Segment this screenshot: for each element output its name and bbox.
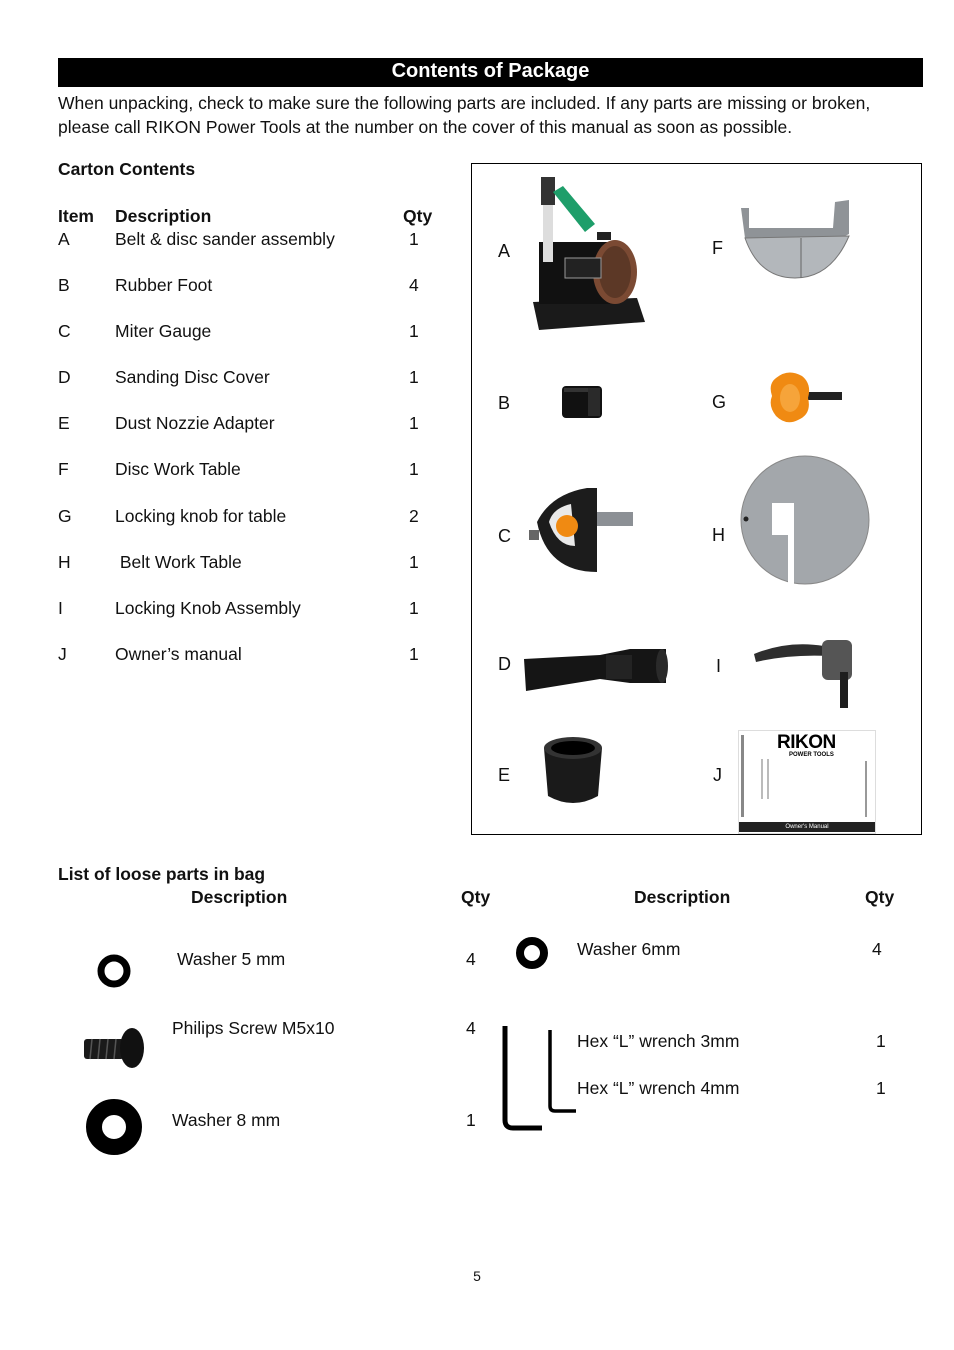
photo-label-c: C (498, 526, 511, 546)
washer-5mm-icon (96, 953, 132, 989)
locking-knob-illustration (766, 366, 846, 428)
loose-item-description: Washer 8 mm (172, 1110, 281, 1130)
manual-spine-text (741, 735, 744, 817)
table-row (58, 459, 448, 483)
item-qty: 1 (409, 644, 419, 664)
item-letter: E (58, 413, 70, 433)
washer-8mm-icon (86, 1099, 142, 1155)
loose-parts-heading: List of loose parts in bag (58, 864, 266, 884)
owners-manual-illustration (738, 730, 876, 834)
table-row (58, 552, 448, 576)
loose-item-description: Washer 5 mm (177, 949, 286, 969)
item-description: Belt & disc sander assembly (115, 229, 335, 249)
item-letter: F (58, 459, 69, 479)
item-description: Owner’s manual (115, 644, 242, 664)
photo-label-d: D (498, 654, 511, 674)
item-description: Locking Knob Assembly (115, 598, 301, 618)
page-number: 5 (473, 1268, 481, 1284)
item-description: Sanding Disc Cover (115, 367, 270, 387)
item-qty: 1 (409, 413, 419, 433)
sanding-disc-cover-illustration (520, 645, 672, 697)
table-row (58, 275, 448, 299)
page-title: Contents of Package (58, 58, 923, 87)
item-description: Miter Gauge (115, 321, 212, 341)
miter-gauge-illustration (527, 482, 635, 580)
photo-label-f: F (712, 238, 723, 258)
loose-desc-header-right: Description (634, 887, 731, 907)
table-row (58, 321, 448, 345)
carton-heading: Carton Contents (58, 159, 196, 179)
manual-text-line (761, 759, 763, 799)
item-description: Belt Work Table (115, 552, 242, 572)
item-description: Locking knob for table (115, 506, 287, 526)
locking-knob-assembly-illustration (748, 632, 858, 714)
loose-desc-header-left: Description (191, 887, 288, 907)
item-qty: 1 (409, 229, 419, 249)
table-row (58, 598, 448, 622)
item-qty: 1 (409, 367, 419, 387)
item-qty: 1 (409, 552, 419, 572)
photo-label-e: E (498, 765, 511, 785)
table-row (58, 229, 448, 253)
item-letter: C (58, 321, 71, 341)
loose-item-qty: 4 (466, 949, 476, 969)
item-letter: I (58, 598, 63, 618)
dust-nozzle-adapter-illustration (540, 734, 606, 810)
loose-qty-header-right: Qty (865, 887, 895, 907)
loose-item-qty: 1 (876, 1078, 886, 1098)
rubber-foot-illustration (558, 380, 608, 422)
manual-subbrand: POWER TOOLS (789, 752, 834, 758)
item-letter: G (58, 506, 72, 526)
hex-wrench-icon (498, 1022, 580, 1136)
disc-work-table-illustration (735, 198, 855, 283)
loose-item-description: Hex “L” wrench 3mm (577, 1031, 740, 1051)
item-letter: D (58, 367, 71, 387)
table-row (58, 413, 448, 437)
item-letter: H (58, 552, 71, 572)
item-qty: 2 (409, 506, 419, 526)
item-description: Disc Work Table (115, 459, 241, 479)
photo-label-i: I (716, 656, 722, 676)
loose-item-qty: 4 (466, 1018, 476, 1038)
intro-text: When unpacking, check to make sure the following parts are included. If any parts are missing or broken, please call RIKON Power Tools at the number on the cover of this manual as soon as possible. (58, 93, 871, 137)
item-letter: B (58, 275, 70, 295)
photo-label-b: B (498, 393, 511, 413)
item-qty: 1 (409, 598, 419, 618)
col-qty-header: Qty (403, 206, 433, 226)
photo-label-g: G (712, 392, 727, 412)
col-item-header: Item (58, 206, 94, 226)
loose-qty-header-left: Qty (461, 887, 491, 907)
item-qty: 4 (409, 275, 419, 295)
manual-text-line (865, 761, 867, 817)
philips-screw-icon (82, 1025, 146, 1071)
loose-item-description: Washer 6mm (577, 939, 681, 959)
washer-6mm-icon (515, 935, 551, 971)
photo-label-h: H (712, 525, 725, 545)
belt-disc-sander-illustration (525, 172, 655, 337)
item-letter: J (58, 644, 67, 664)
manual-text-line (767, 759, 769, 799)
belt-work-table-illustration (738, 455, 872, 585)
loose-item-description: Hex “L” wrench 4mm (577, 1078, 740, 1098)
photo-label-a: A (498, 241, 511, 261)
manual-brand: RIKON (777, 732, 836, 753)
loose-item-qty: 4 (872, 939, 882, 959)
loose-item-qty: 1 (466, 1110, 476, 1130)
loose-item-qty: 1 (876, 1031, 886, 1051)
col-desc-header: Description (115, 206, 212, 226)
table-row (58, 644, 448, 668)
table-row (58, 506, 448, 530)
item-description: Dust Nozzie Adapter (115, 413, 275, 433)
item-description: Rubber Foot (115, 275, 213, 295)
item-qty: 1 (409, 459, 419, 479)
item-letter: A (58, 229, 70, 249)
photo-label-j: J (713, 765, 722, 785)
item-qty: 1 (409, 321, 419, 341)
loose-item-description: Philips Screw M5x10 (172, 1018, 335, 1038)
carton-table-header (58, 206, 448, 230)
manual-footer: Owner's Manual (739, 822, 875, 832)
table-row (58, 367, 448, 391)
